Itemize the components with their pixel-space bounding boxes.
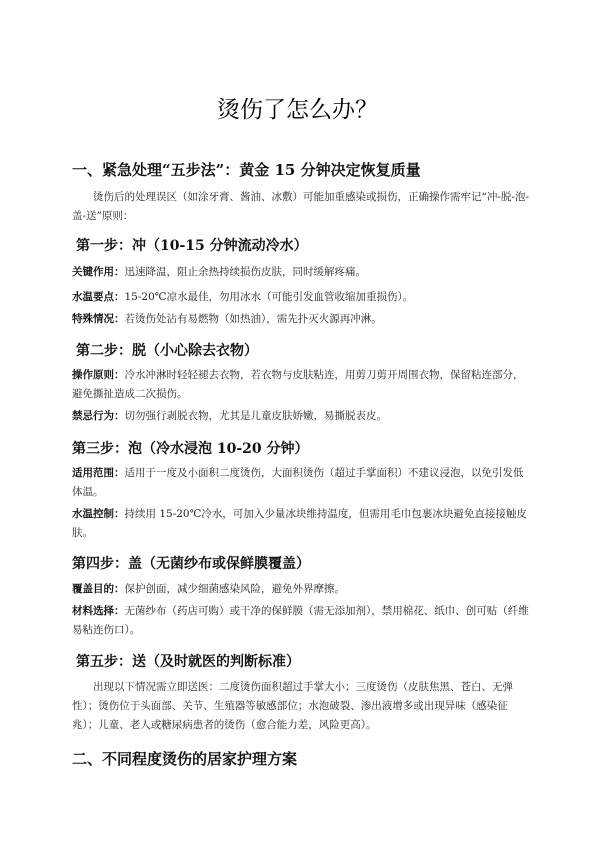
- step-4-item-2: [72, 602, 532, 640]
- step-5-heading: 第五步：送（及时就医的判断标准）: [76, 654, 300, 670]
- section-1-heading: 一、紧急处理“五步法”：黄金 15 分钟决定恢复质量: [72, 161, 421, 179]
- step-4-item-1-text: 保护创面，减少细菌感染风险，避免外界摩擦。: [124, 583, 345, 595]
- step-3-item-2-label: 水温控制：: [72, 508, 125, 520]
- step-3-item-1-label: 适用范围：: [72, 467, 125, 479]
- step-3-heading: 第三步：泡（冷水浸泡 10-20 分钟）: [72, 441, 309, 457]
- step-4-item-2-text: 无菌纱布（药店可购）或干净的保鲜膜（需无添加剂），禁用棉花、纸巾、创可贴（纤维易粘连伤口）。: [72, 605, 529, 636]
- step-1-item-2-label: 水温要点：: [72, 291, 125, 303]
- step-4-item-1-label: 覆盖目的：: [72, 583, 125, 595]
- step-2-item-2: [72, 407, 532, 426]
- step-3-item-2-text: 持续用 15-20℃冷水，可加入少量冰块维持温度，但需用毛巾包裹冰块避免直接接触皮肤。: [72, 508, 527, 539]
- step-1-item-2: [72, 288, 532, 307]
- page-title: 烫伤了怎么办？: [217, 97, 378, 123]
- section-2-heading: 二、不同程度烫伤的居家护理方案: [72, 750, 298, 768]
- step-2-item-1: [72, 366, 532, 404]
- step-3-item-1: [72, 464, 532, 502]
- step-4-item-1: [72, 580, 532, 599]
- step-1-item-2-text: 15-20℃凉水最佳，勿用冰水（可能引发血管收缩加重损伤）。: [124, 291, 414, 303]
- step-1-item-1: [72, 263, 532, 282]
- step-2-item-2-label: 禁忌行为：: [72, 410, 125, 422]
- step-2-item-1-text: 冷水冲淋时轻轻褪去衣物，若衣物与皮肤粘连，用剪刀剪开周围衣物，保留粘连部分，避免撕扯造成二次损伤。: [72, 369, 524, 400]
- step-1-item-3-text: 若烫伤处沾有易燃物（如热油），需先扑灭火源再冲淋。: [124, 313, 382, 325]
- step-1-item-3-label: 特殊情况：: [72, 313, 125, 325]
- step-4-heading: 第四步：盖（无菌纱布或保鲜膜覆盖）: [72, 556, 310, 572]
- step-2-heading: 第二步：脱（小心除去衣物）: [76, 343, 258, 359]
- step-5-text: 出现以下情况需立即送医：二度烫伤面积超过手掌大小；三度烫伤（皮肤焦黑、苍白、无弹性）；烫伤位于头面部、关节、生殖器等敏感部位；水泡破裂、渗出液增多或出现异味（感染征兆）；儿童、老人或糖尿病患者的烫伤（愈合能力差，风险更高）。: [72, 681, 513, 731]
- step-1-item-1-text: 迅速降温，阻止余热持续损伤皮肤，同时缓解疼痛。: [124, 266, 366, 278]
- section-1-intro: 烫伤后的处理误区（如涂牙膏、酱油、冰敷）可能加重感染或损伤，正确操作需牢记“冲-脱-泡-盖-送”原则：: [72, 191, 530, 222]
- step-3-item-1-text: 适用于一度及小面积二度烫伤，大面积烫伤（超过手掌面积）不建议浸泡，以免引发低体温。: [72, 467, 524, 498]
- step-4-item-2-label: 材料选择：: [72, 605, 125, 617]
- step-2-item-1-label: 操作原则：: [72, 369, 125, 381]
- step-1-item-3: [72, 310, 532, 329]
- step-2-item-2-text: 切勿强行剥脱衣物，尤其是儿童皮肤娇嫩，易撕脱表皮。: [124, 410, 387, 422]
- step-1-item-1-label: 关键作用：: [72, 266, 125, 278]
- step-1-heading: 第一步：冲（10-15 分钟流动冷水）: [76, 238, 308, 254]
- step-3-item-2: [72, 505, 532, 543]
